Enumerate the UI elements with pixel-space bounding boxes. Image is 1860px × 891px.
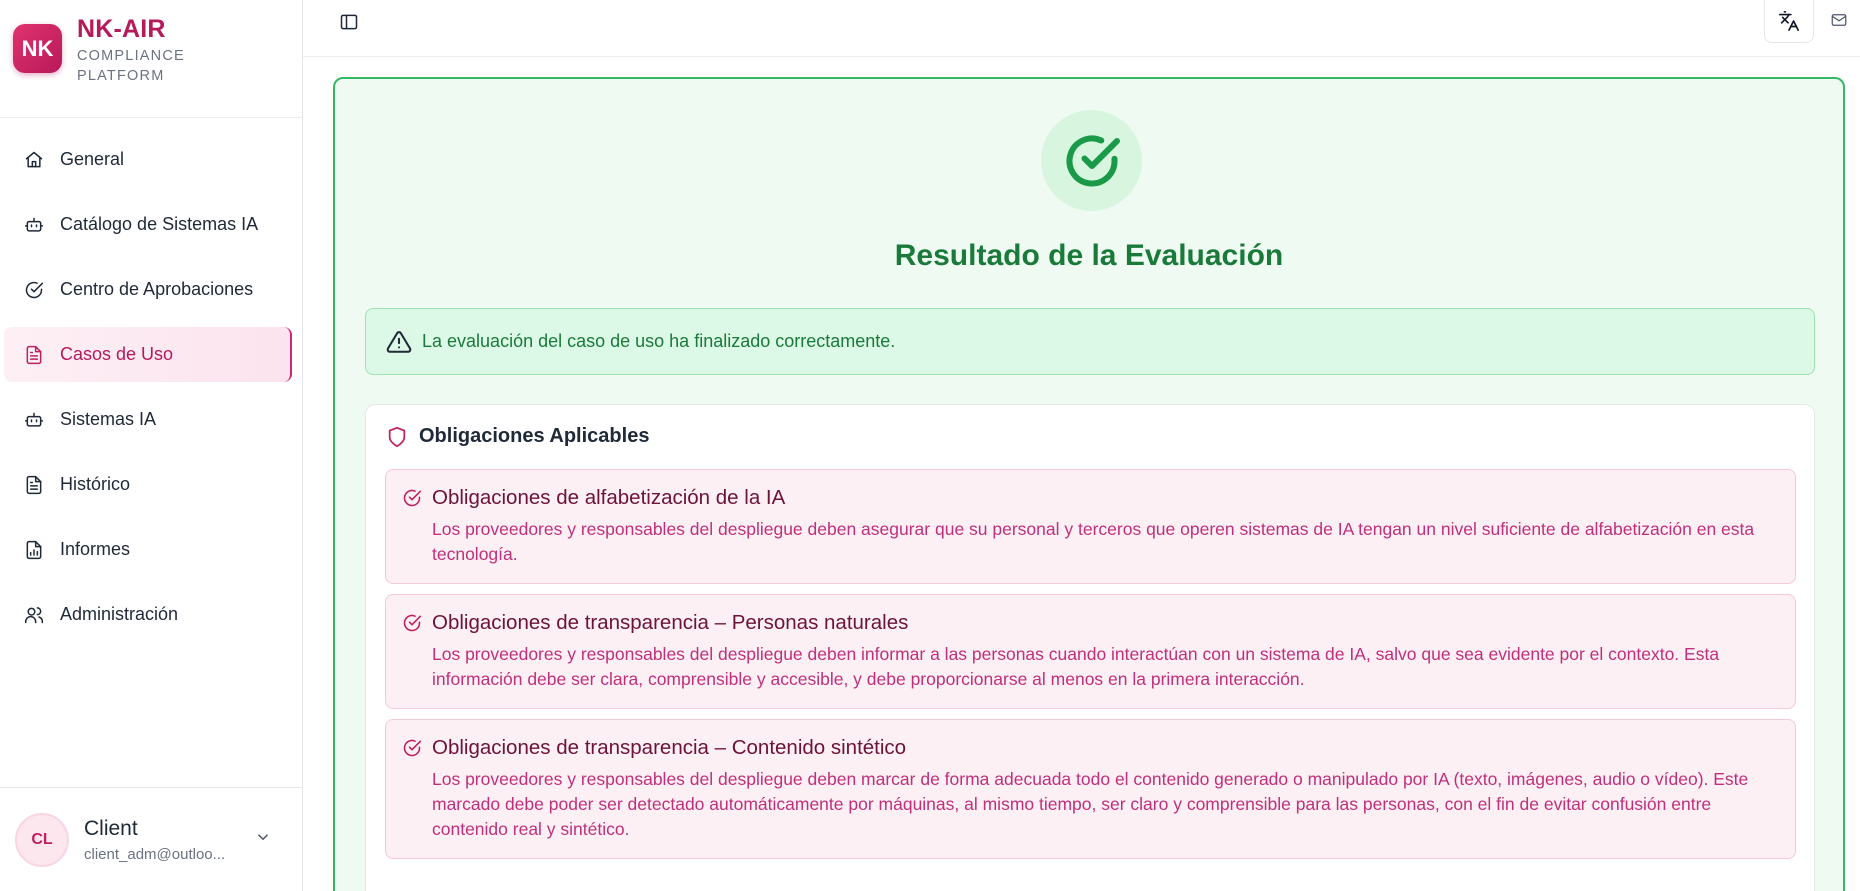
obligation-item xyxy=(385,719,1796,859)
sidebar-item-administracion[interactable] xyxy=(4,587,292,642)
main-content xyxy=(303,0,1860,891)
alert-triangle-icon xyxy=(386,329,412,355)
obligation-description: Los proveedores y responsables del despliegue deben informar a las personas cuando interactúan con un sistema de IA, salvo que sea evidente por el contexto. Esta información debe ser clara, comprensible y accesible, y debe proporcionarse al menos en la primera interacción. xyxy=(432,644,1720,689)
user-name: Client xyxy=(84,816,138,840)
bot-icon xyxy=(23,214,45,236)
sidebar xyxy=(0,0,303,891)
sidebar-item-general[interactable] xyxy=(4,132,292,187)
sidebar-item-label: Casos de Uso xyxy=(60,344,174,364)
obligations-header xyxy=(386,425,649,448)
home-icon xyxy=(23,149,45,171)
brand-name: NK-AIR xyxy=(77,15,166,43)
obligation-title: Obligaciones de transparencia – Contenido sintético xyxy=(432,736,907,759)
sidebar-item-label: Centro de Aprobaciones xyxy=(60,279,254,299)
sidebar-item-casos-de-uso[interactable] xyxy=(4,327,292,382)
shield-icon xyxy=(386,426,408,448)
mail-button[interactable] xyxy=(1827,8,1851,32)
brand-logo[interactable]: NK xyxy=(13,24,62,73)
obligation-description: Los proveedores y responsables del despliegue deben asegurar que su personal y terceros que operen sistemas de IA tengan un nivel suficiente de alfabetización en esta tecnología. xyxy=(432,519,1755,564)
avatar[interactable]: CL xyxy=(15,813,69,867)
chevron-down-icon[interactable] xyxy=(254,828,272,851)
mail-icon xyxy=(1830,11,1848,29)
alert-message: La evaluación del caso de uso ha finalizado correctamente. xyxy=(422,331,896,351)
language-button[interactable] xyxy=(1764,0,1814,43)
obligations-heading: Obligaciones Aplicables xyxy=(419,425,650,447)
success-alert xyxy=(365,308,1815,375)
obligation-item xyxy=(385,594,1796,709)
obligation-item xyxy=(385,469,1796,584)
file-text-icon xyxy=(23,474,45,496)
sidebar-item-label: General xyxy=(60,149,125,169)
users-icon xyxy=(23,604,45,626)
brand-text xyxy=(77,15,207,86)
sidebar-item-catalogo[interactable] xyxy=(4,197,292,252)
check-circle-icon xyxy=(402,613,422,638)
top-bar xyxy=(303,0,1860,57)
languages-icon xyxy=(1778,10,1800,32)
check-circle-icon xyxy=(23,279,45,301)
obligation-description: Los proveedores y responsables del despliegue deben marcar de forma adecuada todo el contenido generado o manipulado por IA (texto, imágenes, audio o vídeo). Este marcado debe poder ser detectado automáticamente por máquinas, al mismo tiempo, ser claro y comprensible para las personas, con el fin de evitar confusión entre contenido real y sintético. xyxy=(432,769,1749,839)
sidebar-item-label: Administración xyxy=(60,604,179,624)
sidebar-nav xyxy=(0,118,302,652)
user-info xyxy=(84,817,244,863)
check-circle-icon xyxy=(402,738,422,763)
evaluation-result-card xyxy=(333,77,1845,891)
brand-subtitle: COMPLIANCE PLATFORM xyxy=(77,48,185,84)
sidebar-item-label: Informes xyxy=(60,539,131,559)
sidebar-item-informes[interactable] xyxy=(4,522,292,577)
sidebar-item-aprobaciones[interactable] xyxy=(4,262,292,317)
obligations-card xyxy=(365,404,1815,891)
panel-left-icon xyxy=(339,12,359,32)
bot-icon xyxy=(23,409,45,431)
sidebar-item-sistemas-ia[interactable] xyxy=(4,392,292,447)
sidebar-item-label: Catálogo de Sistemas IA xyxy=(60,214,259,234)
obligation-title: Obligaciones de alfabetización de la IA xyxy=(432,486,786,509)
sidebar-toggle-button[interactable] xyxy=(335,8,363,36)
sidebar-item-label: Sistemas IA xyxy=(60,409,157,429)
page-title: Resultado de la Evaluación xyxy=(894,239,1284,272)
sidebar-item-label: Histórico xyxy=(60,474,131,494)
success-check-icon xyxy=(1041,110,1142,211)
sidebar-item-historico[interactable] xyxy=(4,457,292,512)
brand-header xyxy=(0,0,302,118)
check-circle-icon xyxy=(402,488,422,513)
file-text-icon xyxy=(23,344,45,366)
user-menu[interactable] xyxy=(0,787,302,891)
file-chart-icon xyxy=(23,539,45,561)
obligation-title: Obligaciones de transparencia – Personas naturales xyxy=(432,611,909,634)
obligations-list xyxy=(385,469,1796,869)
user-email: client_adm@outloo... xyxy=(84,845,226,863)
